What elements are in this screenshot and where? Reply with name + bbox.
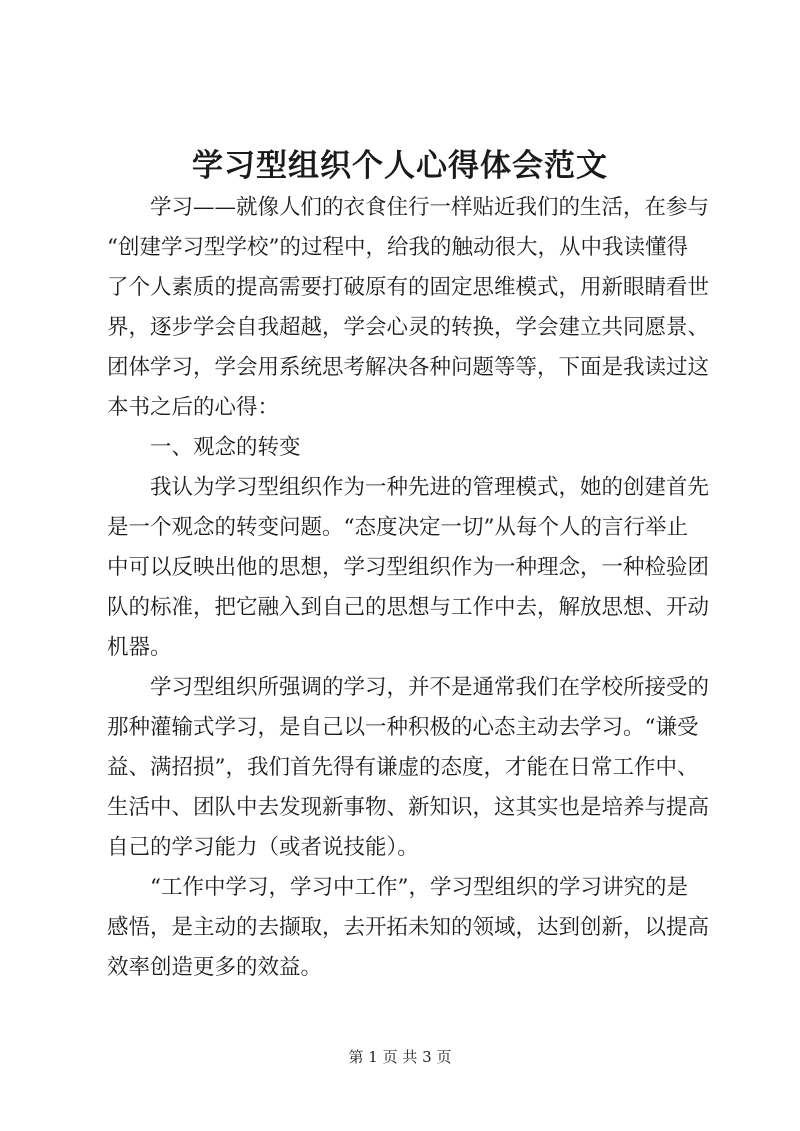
body-line-9: 是一个观念的转变问题。“态度决定一切”从每个人的言行举止 xyxy=(107,515,688,540)
body-line-18: “工作中学习，学习中工作”，学习型组织的学习讲究的是 xyxy=(107,875,688,900)
body-line-8: 我认为学习型组织作为一种先进的管理模式，她的创建首先 xyxy=(107,475,710,500)
body-line-5: 团体学习，学会用系统思考解决各种问题等等，下面是我读过这 xyxy=(107,355,710,380)
section-heading: 一、观念的转变 xyxy=(107,435,301,460)
body-line-4: 界，逐步学会自我超越，学会心灵的转换，学会建立共同愿景、 xyxy=(107,315,710,340)
body-line-13: 学习型组织所强调的学习，并不是通常我们在学校所接受的 xyxy=(107,675,710,700)
document-title: 学习型组织个人心得体会范文 xyxy=(192,148,608,184)
body-line-10: 中可以反映出他的思想，学习型组织作为一种理念，一种检验团 xyxy=(107,555,710,580)
body-line-12: 机器。 xyxy=(107,635,172,660)
body-line-14: 那种灌输式学习，是自己以一种积极的心态主动去学习。“谦受 xyxy=(107,715,699,740)
body-line-1: 学习——就像人们的衣食住行一样贴近我们的生活，在参与 xyxy=(107,195,710,220)
body-line-17: 自己的学习能力（或者说技能）。 xyxy=(107,835,419,860)
body-line-16: 生活中、团队中去发现新事物、新知识，这其实也是培养与提高 xyxy=(107,795,710,820)
page-footer: 第 1 页 共 3 页 xyxy=(348,1048,452,1066)
body-line-3: 了个人素质的提高需要打破原有的固定思维模式，用新眼睛看世 xyxy=(107,275,710,300)
body-line-20: 效率创造更多的效益。 xyxy=(107,955,323,980)
body-line-11: 队的标准，把它融入到自己的思想与工作中去，解放思想、开动 xyxy=(107,595,710,620)
body-line-19: 感悟，是主动的去撷取，去开拓未知的领域，达到创新，以提高 xyxy=(107,915,710,940)
body-line-2: “创建学习型学校”的过程中，给我的触动很大，从中我读懂得 xyxy=(107,235,688,260)
body-line-6: 本书之后的心得： xyxy=(107,395,280,420)
body-line-15: 益、满招损”，我们首先得有谦虚的态度，才能在日常工作中、 xyxy=(107,755,699,780)
